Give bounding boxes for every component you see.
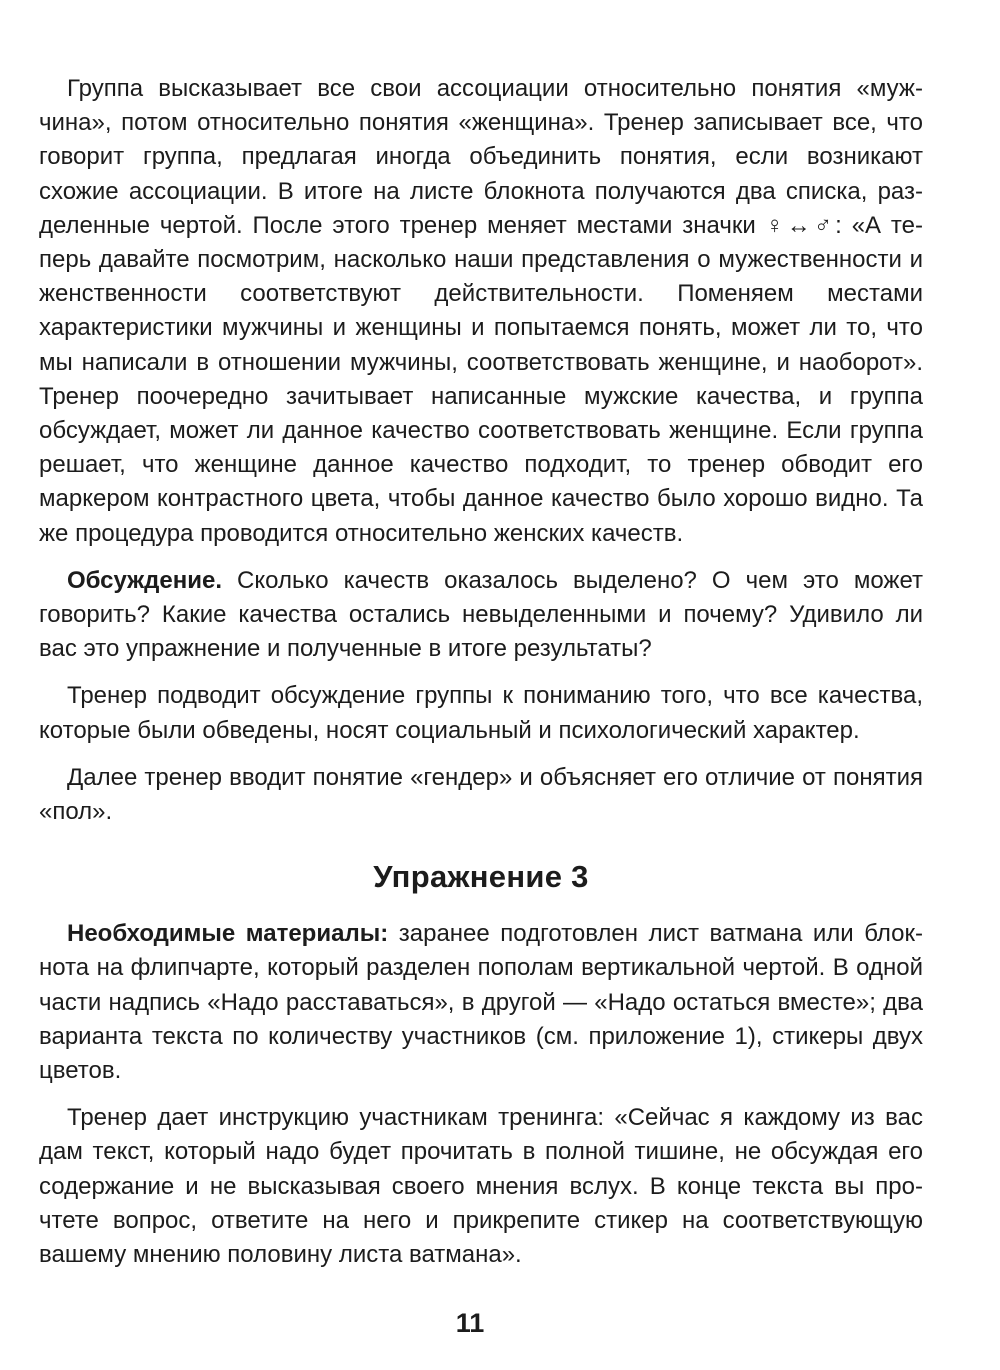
paragraph-associations: Группа высказывает все свои ассоциации относительно понятия «мужчина», потом относительно понятия «женщина». Тренер записывает все, что говорит группа, предлагая иногда объединить понятия, если возникают схожие ассоциации. В итоге на листе блокнота получаются два списка, разделенные чертой. После этого тренер меняет местами значки ♀↔♂: «А теперь давайте посмотрим, насколько наши представления о мужественности и женственности соответствуют действительности. Поменяем местами характеристики мужчины и женщины и попытаемся понять, может ли то, что мы написали в отношении мужчины, соответствовать женщине, и наоборот». Тренер поочередно зачитывает написанные мужские качества, и группа обсуждает, может ли данное качество соответствовать женщине. Если группа решает, что женщине данное качество подходит, то тренер обводит его маркером контрастного цвета, чтобы данное качество было хорошо видно. Та же процедура проводится относительно женских качеств. — [39, 75, 923, 547]
page-body — [39, 72, 923, 1285]
section-heading: Упражнение 3 — [373, 859, 589, 895]
discussion-label: Обсуждение. — [67, 566, 223, 594]
paragraph-gender-concept: Далее тренер вводит понятие «гендер» и объясняет его отличие от понятия «пол». — [39, 763, 923, 826]
discussion-text: Сколько качеств оказалось выделено? О чем это может говорить? Какие качества остались невыделенными и почему? Удивило ли вас это упражнение и полученные в итоге результаты? — [39, 566, 923, 663]
materials-label: Необходимые материалы: — [67, 920, 389, 948]
paragraph-discussion — [39, 564, 923, 667]
materials-text: заранее подготовлен лист ватмана или блокнота на флипчарте, который разделен пополам вертикальной чертой. В одной части надпись «Надо расставаться», в другой — «Надо остаться вместе»; два варианта текста по количеству участников (см. приложение 1), стикеры двух цветов. — [39, 920, 924, 1085]
page-number: 11 — [455, 1308, 485, 1338]
paragraph-trainer-summary: Тренер подводит обсуждение группы к пониманию того, что все качества, которые были обведены, носят социальный и психологический характер. — [39, 682, 923, 744]
paragraph-instruction: Тренер дает инструкцию участникам тренинга: «Сейчас я каждому из вас дам текст, который надо будет прочитать в полной тишине, не обсуждая его содержание и не высказывая своего мнения вслух. В конце текста вы прочтете вопрос, ответите на него и прикрепите стикер на соответствующую вашему мнению половину листа ватмана». — [39, 1104, 923, 1269]
paragraph-materials — [39, 917, 923, 1088]
